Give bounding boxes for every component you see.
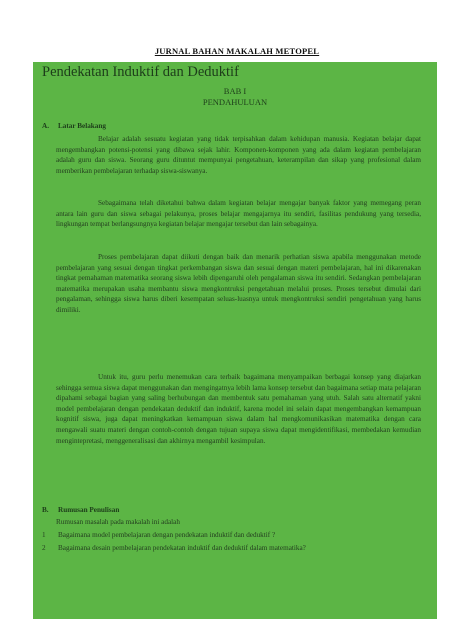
list-item-text: Bagaimana model pembelajaran dengan pendekatan induktif dan deduktif ? [58,531,276,539]
paragraph-4: Untuk itu, guru perlu menemukan cara terbaik bagaimana menyampaikan berbagai konsep yang diajarkan sehingga semua siswa dapat menggunakan dan mengingatnya lebih lama konsep tersebut dan bagaimana setiap mata pelajaran dipahami sebagai bagian yang saling berhubungan dan membentuk satu pemahaman yang utuh. Salah satu alternatif yakni model pembelajaran dengan pendekatan deduktif dan induktif, karena model ini selain dapat mengembangkan kemampuan kognitif siswa, juga dapat meningkatkan kemampuan siswa dalam hal mengkomunikasikan matematika dengan cara mengawali suatu materi dengan contoh-contoh dengan tujuan supaya siswa dapat mengidentifikasi, membedakan kemudian mengintepretasi, menggeneralisasi dan akhirnya mengambil kesimpulan. [56,373,421,445]
section-a-title: Latar Belakang [58,122,106,130]
section-a-number: A. [42,122,49,130]
chapter-number: BAB I [223,86,247,96]
list-item [42,531,275,539]
list-item-number: 1 [42,531,46,539]
section-b-number: B. [42,506,49,514]
section-a-heading [42,122,106,130]
section-b-intro: Rumusan masalah pada makalah ini adalah [56,518,180,526]
list-item-text: Bagaimana desain pembelajaran pendekatan induktif dan deduktif dalam matematika? [58,544,306,552]
list-item [42,544,306,552]
section-b-heading [42,506,119,514]
paragraph-2: Sebagaimana telah diketahui bahwa dalam kegiatan belajar mengajar banyak faktor yang memegang peran antara lain guru dan siswa sebagai pelakunya, proses belajar mengajarnya itu sendiri, fasilitas pendukung yang tersedia, lingkungan tempat berlangsungnya kegiatan belajar mengajar tersebut dan lain sebagainya. [56,199,421,229]
list-item-number: 2 [42,544,46,552]
journal-header: JURNAL BAHAN MAKALAH METOPEL [154,46,320,56]
section-b-title: Rumusan Penulisan [58,506,120,514]
paragraph-3: Proses pembelajaran dapat diikuti dengan baik dan menarik perhatian siswa apabila menggunakan metode pembelajaran yang sesuai dengan tingkat perkembangan siswa dan sesuai dengan materi pembelajaran, hal ini dikarenakan tingkat pemahaman matematika seorang siswa lebih dipengaruhi oleh pengalaman siswa itu sendiri. Sedangkan pembelajaran matematika merupakan usaha membantu siswa mengkontruksi pengetahuan melalui proses. Proses tersebut dimulai dari pengalaman, sehingga siswa harus diberi kesempatan seluas-luasnya untuk mengkontruksi sendiri pengetahuan yang harus dimiliki. [56,253,421,314]
chapter-title: PENDAHULUAN [202,97,268,107]
paragraph-1: Belajar adalah sesuatu kegiatan yang tidak terpisahkan dalam kehidupan manusia. Kegiatan belajar dapat mengembangkan potensi-potensi yang dibawa sejak lahir. Komponen-komponen yang ada dalam kegiatan pembelajaran adalah guru dan siswa. Seorang guru dituntut mempunyai pengetahuan, keterampilan dan sikap yang profesional dalam memberikan pembelajaran terhadap siswa-siswanya. [56,135,421,175]
document-title: Pendekatan Induktif dan Deduktif [42,64,239,80]
